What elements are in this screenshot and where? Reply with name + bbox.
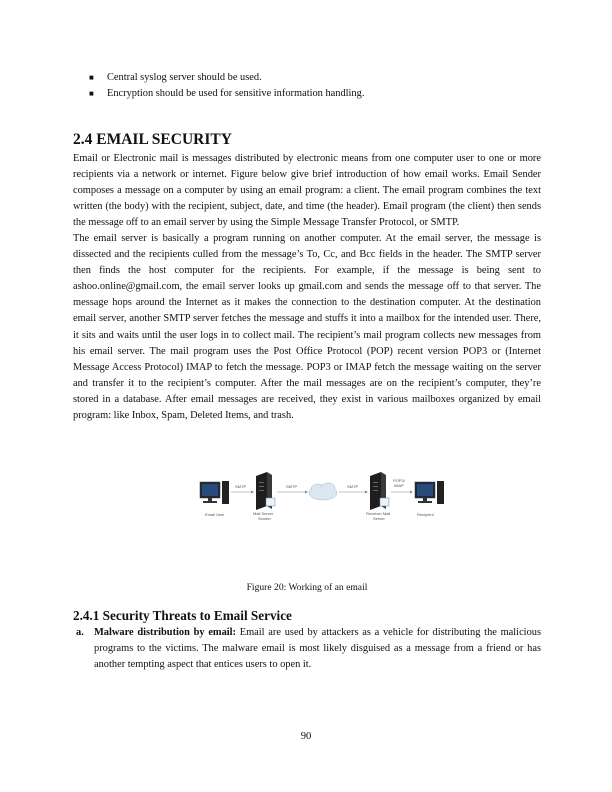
page-number: 90 xyxy=(300,731,312,742)
sender-computer-icon xyxy=(200,481,229,504)
figure-caption: Figure 20: Working of an email xyxy=(246,581,368,593)
sender-server-label-2: Sender xyxy=(258,515,271,521)
receiver-server-icon xyxy=(370,472,389,510)
arrow-head-icon xyxy=(365,490,368,493)
threat-text: Email are used by attackers as a vehicle for distributing the malicious programs to the victims. The malware email is most likely disguised as a message from a friend or has another tempting aspect that entices users to open it. xyxy=(94,626,542,670)
bullet-list xyxy=(73,70,541,102)
paragraph-1: Email or Electronic mail is messages distributed by electronic means from one computer user to one or more recipients via a network or internet. Figure below give brief introduction of how email works. Email Sender composes a message on a computer by using an email program: a client. The email program combines the text written (the body) with the recipient, subject, date, and time (the header). Email program (the client) then sends the message off to an email server by using the Simple Message Transfer Protocol, or SMTP. xyxy=(73,153,541,229)
pop-imap-label-2: IMAP xyxy=(394,482,404,488)
section-heading: 2.4 EMAIL SECURITY xyxy=(73,131,232,148)
email-flow-diagram xyxy=(73,468,541,576)
arrow-head-icon xyxy=(251,490,254,493)
smtp-label-mid-1: SMTP xyxy=(286,483,298,489)
threat-marker: a. xyxy=(76,626,84,638)
email-flow-figure xyxy=(73,468,541,576)
bullet-item: ■ Central syslog server should be used. xyxy=(73,70,541,86)
arrow-head-icon xyxy=(305,490,308,493)
square-bullet-icon: ■ xyxy=(89,89,94,98)
subsection-heading: 2.4.1 Security Threats to Email Service xyxy=(73,607,292,623)
recipient-computer-icon xyxy=(415,481,444,504)
arrow-head-icon xyxy=(410,490,413,493)
smtp-label-left: SMTP xyxy=(235,483,247,489)
receiver-server-label-2: Server xyxy=(373,515,385,521)
receiver-server-label: Receiver Mail xyxy=(366,510,391,516)
recipient-label: Recipient xyxy=(417,511,434,517)
sender-server-icon xyxy=(256,472,275,510)
sender-server-label: Mail Server xyxy=(253,510,274,516)
sender-label: Email User xyxy=(205,511,225,517)
bullet-item: ■ Encryption should be used for sensitive information handling. xyxy=(73,86,541,102)
document-page xyxy=(73,70,541,673)
threat-item xyxy=(73,625,541,673)
paragraph-2: The email server is basically a program running on another computer. At the email server, the message is dissected and the recipients culled from the message’s To, Cc, and Bcc fields in the header. The SMTP server then finds the host computer for the recipients. For example, if the message is being sent to ashoo.online@gmail.com, the email server looks up gmail.com and sends the message off to that server. The message hops around the Internet as it makes the connection to the destination computer. At the destination email server, another SMTP server fetches the message and stuffs it into a mailbox for the intended user. There, it sits and waits until the user logs in to collect mail. The recipient’s mail program collects new messages from his email server. The mail program uses the Post Office Protocol (POP) recent version POP3 or (Internet Message Access Protocol) IMAP to fetch the message. POP3 or IMAP fetch the message waiting on the server and transfer it to the recipient’s computer. After the mail messages are on the recipient’s computer, they’re stored in a database. After email messages are received, they exist in various mailboxes organized by email program: like Inbox, Spam, Deleted Items, and trash. xyxy=(73,233,541,421)
square-bullet-icon: ■ xyxy=(89,73,94,82)
pop-imap-label: POP3/ xyxy=(393,477,405,483)
threat-list xyxy=(73,625,541,673)
internet-cloud-icon xyxy=(309,483,337,500)
smtp-label-mid-2: SMTP xyxy=(347,483,359,489)
threat-title: Malware distribution by email: xyxy=(94,626,237,638)
